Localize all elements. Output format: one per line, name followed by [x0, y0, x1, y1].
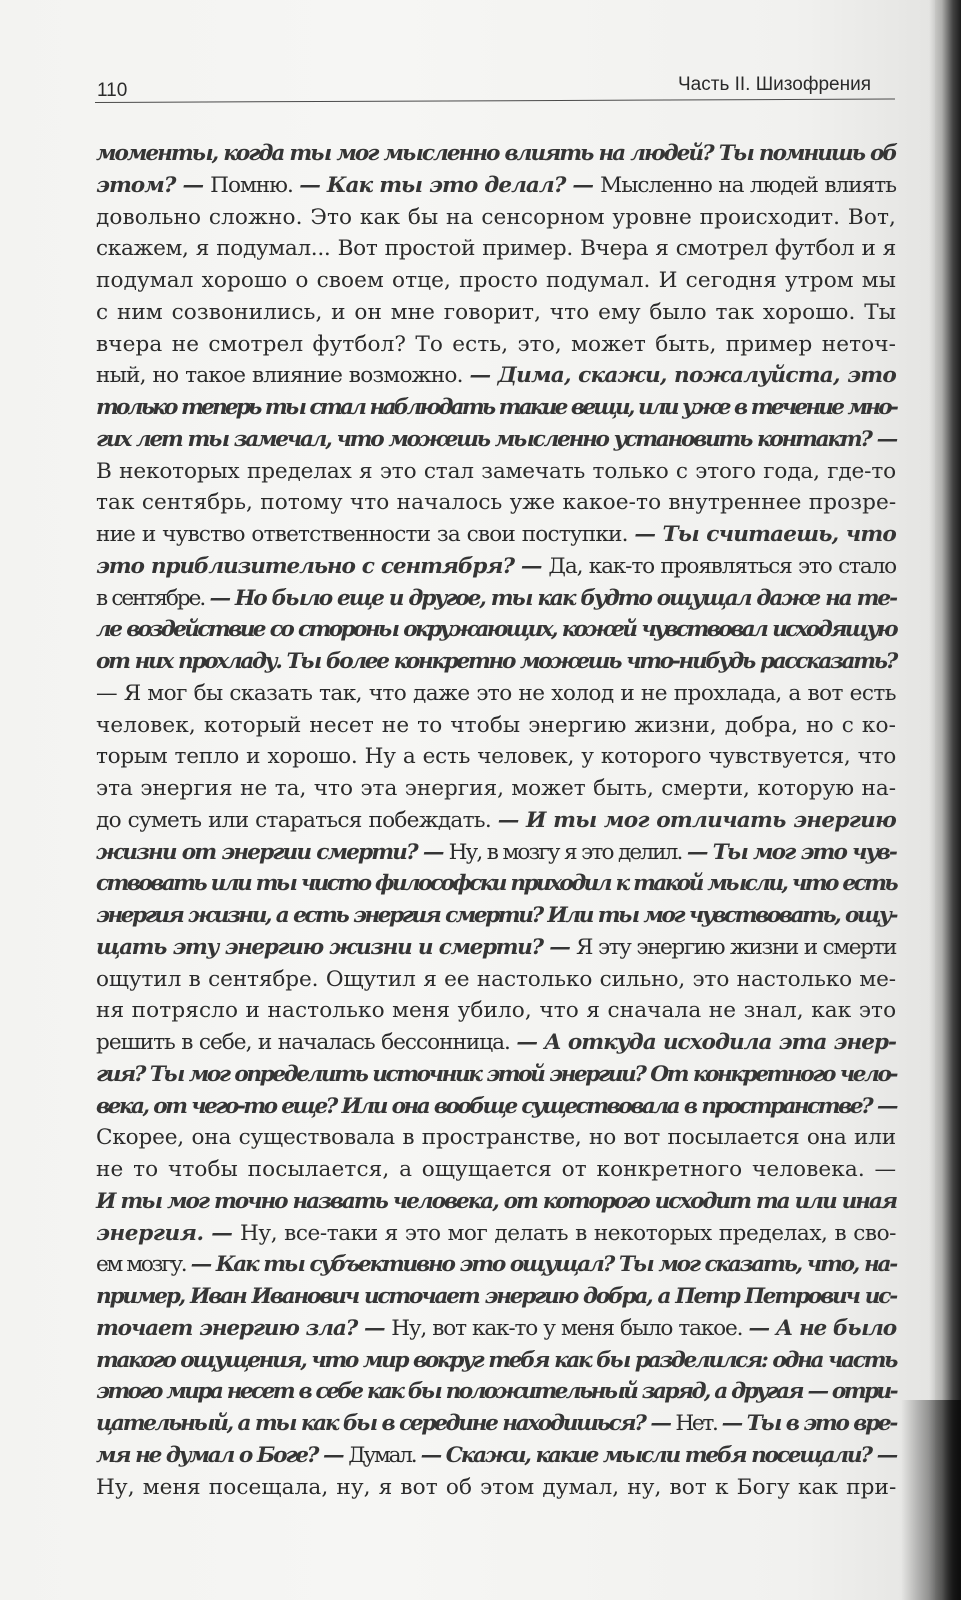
answer-text: человек, который несет не то чтобы энергию жизни, добра, но с ко-: [96, 712, 896, 738]
text-line: [96, 868, 896, 900]
text-line: [96, 1472, 896, 1504]
answer-text: Ну, все-таки я это мог делать в некоторых пределах, в сво-: [240, 1220, 896, 1246]
text-line: [96, 487, 896, 519]
question-text: ле воздействие со стороны окружающих, кожей чувствовал исходящую: [96, 617, 896, 643]
question-text: энергия. —: [96, 1220, 241, 1246]
running-head: Часть II. Шизофрения: [678, 74, 871, 95]
answer-text: Да, как-то проявляться это стало: [548, 553, 897, 579]
question-text: это приблизительно с сентября? —: [96, 553, 549, 579]
answer-text: — Я мог бы сказать так, что даже это не холод и не прохлада, а вот есть: [96, 680, 896, 706]
answer-text: ный, но такое влияние возможно.: [96, 363, 470, 389]
question-text: — Ты мог это чув-: [686, 839, 897, 865]
text-line: [96, 424, 896, 456]
question-text: — Ты в это вре-: [721, 1411, 896, 1436]
question-text: от них прохладу. Ты более конкретно можешь что-нибудь рассказать?: [96, 649, 896, 674]
question-text: — Дима, скажи, пожалуйста, это: [469, 363, 897, 389]
text-line: [96, 1059, 896, 1091]
question-text: мя не думал о Боге? —: [96, 1442, 349, 1468]
text-line: [96, 1345, 896, 1377]
text-line: [96, 202, 896, 234]
text-line: [96, 1281, 896, 1313]
text-line: [96, 297, 896, 329]
book-spine-shadow: [929, 0, 961, 1600]
text-line: [96, 1376, 896, 1408]
text-line: [96, 1249, 896, 1281]
text-line: [96, 995, 896, 1027]
answer-text: в сентябре.: [96, 585, 210, 611]
body-text: [96, 138, 896, 1503]
text-line: [96, 1408, 896, 1440]
text-line: [96, 773, 896, 805]
answer-text: так сентябрь, потому что началось уже какое-то внутреннее прозре-: [96, 490, 897, 516]
question-text: — Но было еще и другое, ты как будто ощущал даже на те-: [209, 585, 896, 611]
question-text: — А откуда исходила эта энер-: [516, 1030, 896, 1055]
text-line: [96, 1218, 896, 1250]
answer-text: Ну, в мозгу я это делил.: [448, 839, 687, 865]
book-spine-shadow-bottom: [901, 1400, 961, 1600]
answer-text: эта энергия не та, что эта энергия, может быть, смерти, которую на-: [96, 776, 896, 801]
answer-text: В некоторых пределах я это стал замечать только с этого года, где-то: [96, 458, 896, 484]
text-line: [96, 329, 896, 361]
answer-text: Ну, вот как-то у меня было такое.: [391, 1315, 749, 1341]
question-text: этого мира несет в себе как бы положительный заряд, а другая — отри-: [96, 1379, 896, 1405]
text-line: [96, 456, 896, 488]
text-line: [96, 1313, 896, 1345]
answer-text: не то чтобы посылается, а ощущается от конкретного человека. —: [96, 1157, 897, 1182]
answer-text: с ним созвонились, и он мне говорит, что ему было так хорошо. Ты: [96, 299, 896, 325]
text-line: [96, 138, 896, 170]
question-text: гих лет ты замечал, что можешь мысленно установить контакт? —: [96, 426, 896, 452]
question-text: энергия жизни, а есть энергия смерти? Или ты мог чувствовать, ощу-: [96, 903, 896, 928]
text-line: [96, 233, 896, 265]
question-text: — А не было: [748, 1315, 896, 1341]
text-line: [96, 519, 896, 551]
text-line: [96, 646, 896, 678]
answer-text: ние и чувство ответственности за свои поступки.: [96, 522, 635, 547]
question-text: такого ощущения, что мир вокруг тебя как бы разделился: одна часть: [96, 1347, 896, 1373]
answer-text: ем мозгу.: [96, 1252, 191, 1278]
text-line: [96, 1154, 896, 1186]
question-text: только теперь ты стал наблюдать такие вещи, или уже в течение мно-: [96, 395, 896, 420]
text-line: [96, 583, 896, 615]
text-line: [96, 932, 896, 964]
answer-text: до суметь или стараться побеждать.: [96, 807, 498, 833]
answer-text: подумал хорошо о своем отце, просто подумал. И сегодня утром мы: [96, 268, 896, 293]
answer-text: Помню.: [210, 172, 300, 198]
text-line: [96, 551, 896, 583]
question-text: цательный, а ты как бы в середине находишься? —: [96, 1411, 676, 1436]
question-text: И ты мог точно назвать человека, от которого исходит та или иная: [96, 1188, 896, 1214]
question-text: этом? —: [96, 172, 211, 198]
text-line: [96, 805, 896, 837]
text-line: [96, 170, 896, 202]
answer-text: довольно сложно. Это как бы на сенсорном уровне происходит. Вот,: [96, 204, 896, 230]
header-rule: [95, 99, 895, 103]
question-text: точает энергию зла? —: [96, 1315, 392, 1341]
answer-text: Ну, меня посещала, ну, я вот об этом думал, ну, вот к Богу как при-: [96, 1474, 897, 1500]
question-text: моменты, когда ты мог мысленно влиять на людей? Ты помнишь об: [96, 141, 896, 166]
question-text: жизни от энергии смерти? —: [96, 839, 449, 865]
question-text: — Ты считаешь, что: [634, 522, 896, 547]
answer-text: Скорее, она существовала в пространстве, но вот посылается она или: [96, 1125, 896, 1151]
text-line: [96, 1122, 896, 1154]
text-line: [96, 678, 896, 710]
text-line: [96, 1091, 896, 1123]
question-text: ствовать или ты чисто философски приходил к такой мысли, что есть: [96, 871, 896, 897]
answer-text: Мысленно на людей влиять: [600, 172, 897, 198]
answer-text: ощутил в сентябре. Ощутил я ее настолько сильно, это настолько ме-: [96, 966, 896, 992]
question-text: щать эту энергию жизни и смерти? —: [96, 934, 576, 960]
answer-text: вчера не смотрел футбол? То есть, это, может быть, пример неточ-: [96, 331, 896, 357]
text-line: [96, 1440, 896, 1472]
text-line: [96, 741, 896, 773]
text-line: [96, 360, 896, 392]
answer-text: Я эту энергию жизни и смерти: [575, 934, 897, 960]
answer-text: Думал.: [348, 1442, 421, 1468]
answer-text: решить в себе, и началась бессонница.: [96, 1030, 517, 1055]
answer-text: ня потрясло и настолько меня убило, что я сначала не знал, как это: [96, 998, 897, 1024]
question-text: — И ты мог отличать энергию: [497, 807, 897, 833]
question-text: гия? Ты мог определить источник этой энергии? От конкретного чело-: [96, 1061, 896, 1087]
text-line: [96, 265, 896, 297]
answer-text: скажем, я подумал... Вот простой пример. Вчера я смотрел футбол и я: [96, 236, 896, 262]
text-line: [96, 964, 896, 996]
page-number: 110: [97, 80, 128, 101]
text-line: [96, 900, 896, 932]
question-text: пример, Иван Иванович источает энергию добра, а Петр Петрович ис-: [96, 1284, 896, 1309]
text-line: [96, 392, 896, 424]
answer-text: торым тепло и хорошо. Ну а есть человек, у которого чувствуется, что: [96, 744, 896, 770]
text-line: [96, 837, 896, 869]
text-line: [96, 710, 896, 742]
answer-text: Нет.: [675, 1411, 722, 1436]
question-text: — Как ты субъективно это ощущал? Ты мог сказать, что, на-: [190, 1252, 896, 1278]
text-line: [96, 1027, 896, 1059]
question-text: — Скажи, какие мысли тебя посещали? —: [420, 1442, 896, 1468]
text-line: [96, 1186, 896, 1218]
text-line: [96, 614, 896, 646]
question-text: — Как ты это делал? —: [299, 172, 601, 198]
question-text: века, от чего-то еще? Или она вообще существовала в пространстве? —: [96, 1093, 896, 1119]
